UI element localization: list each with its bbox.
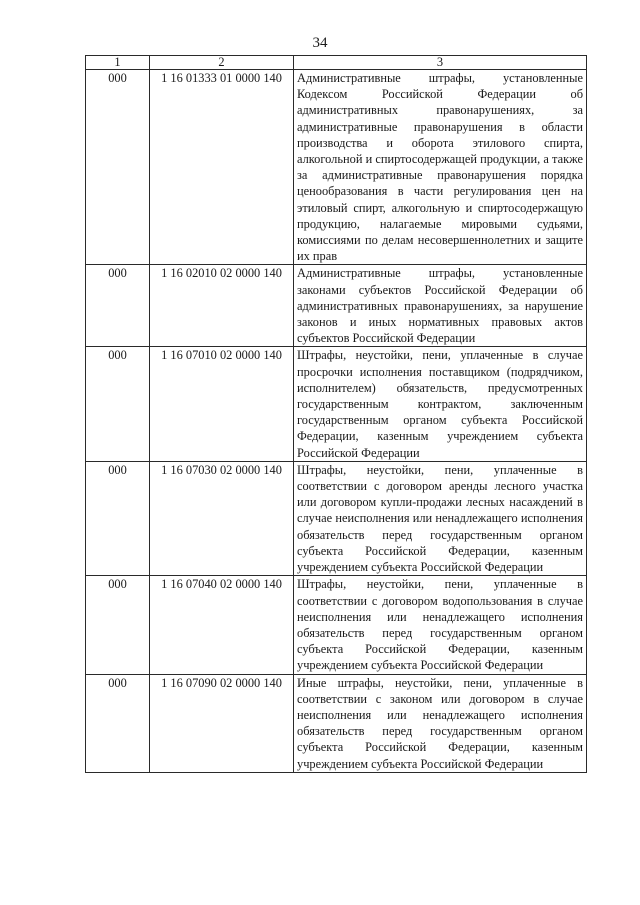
- table-row: [86, 674, 587, 772]
- kbk-code-cell: 1 16 07090 02 0000 140: [150, 674, 294, 772]
- admin-code-cell: 000: [86, 347, 150, 461]
- description-cell: Административные штрафы, установленные законами субъектов Российской Федерации об административных правонарушениях, за нарушение законов и иных нормативных правовых актов субъектов Российской Федерации: [294, 265, 587, 347]
- table-row: [86, 265, 587, 347]
- table-row: [86, 347, 587, 461]
- admin-code-cell: 000: [86, 265, 150, 347]
- column-header-2: 2: [150, 56, 294, 70]
- kbk-code-cell: 1 16 02010 02 0000 140: [150, 265, 294, 347]
- column-header-1: 1: [86, 56, 150, 70]
- column-header-3: 3: [294, 56, 587, 70]
- description-cell: Штрафы, неустойки, пени, уплаченные в случае просрочки исполнения поставщиком (подрядчиком, исполнителем) обязательств, предусмотренных государственным контрактом, заключенным государственным органом субъекта Российской Федерации, казенным учреждением субъекта Российской Федерации: [294, 347, 587, 461]
- admin-code-cell: 000: [86, 674, 150, 772]
- admin-code-cell: 000: [86, 461, 150, 575]
- kbk-code-cell: 1 16 01333 01 0000 140: [150, 70, 294, 265]
- admin-code-cell: 000: [86, 70, 150, 265]
- table-header-row: [86, 56, 587, 70]
- description-cell: Административные штрафы, установленные Кодексом Российской Федерации об административных правонарушениях, за административные правонарушения в области производства и оборота этилового спирта, алкогольной и спиртосодержащей продукции, а также за административные правонарушения порядка ценообразования в части регулирования цен на этиловый спирт, алкогольную и спиртосодержащую продукцию, налагаемые мировыми судьями, комиссиями по делам несовершеннолетних и защите их прав: [294, 70, 587, 265]
- table-row: [86, 576, 587, 674]
- admin-code-cell: 000: [86, 576, 150, 674]
- description-cell: Иные штрафы, неустойки, пени, уплаченные в соответствии с законом или договором в случае неисполнения или ненадлежащего исполнения обязательств перед государственным органом субъекта Российской Федерации, казенным учреждением субъекта Российской Федерации: [294, 674, 587, 772]
- revenue-classification-table: [85, 55, 587, 773]
- description-cell: Штрафы, неустойки, пени, уплаченные в соответствии с договором аренды лесного участка или договором купли-продажи лесных насаждений в случае неисполнения или ненадлежащего исполнения обязательств перед государственным органом субъекта Российской Федерации, казенным учреждением субъекта Российской Федерации: [294, 461, 587, 575]
- table-row: [86, 461, 587, 575]
- page-number: 34: [312, 35, 328, 51]
- kbk-code-cell: 1 16 07040 02 0000 140: [150, 576, 294, 674]
- description-cell: Штрафы, неустойки, пени, уплаченные в соответствии с договором водопользования в случае неисполнения или ненадлежащего исполнения обязательств перед государственным органом субъекта Российской Федерации, казенным учреждением субъекта Российской Федерации: [294, 576, 587, 674]
- kbk-code-cell: 1 16 07030 02 0000 140: [150, 461, 294, 575]
- kbk-code-cell: 1 16 07010 02 0000 140: [150, 347, 294, 461]
- table-row: [86, 70, 587, 265]
